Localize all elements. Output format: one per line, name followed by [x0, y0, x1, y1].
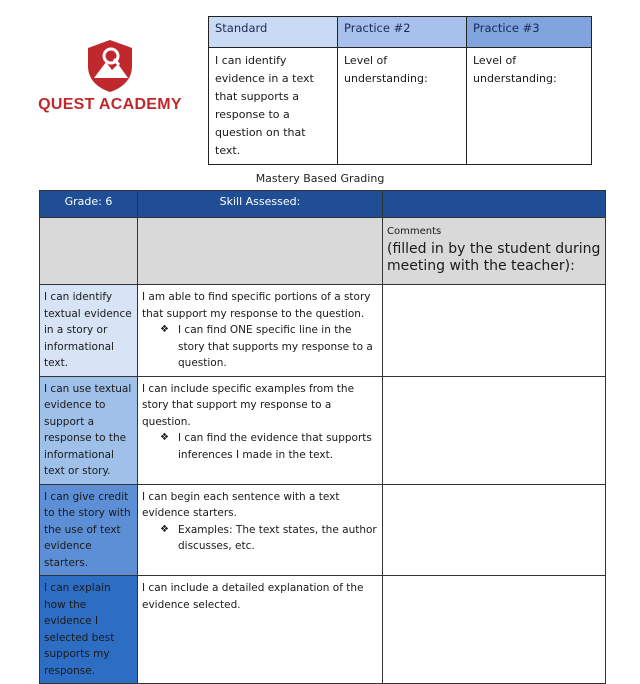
comment-entry-cell[interactable] [383, 376, 606, 484]
skill-text: I can include specific examples from the story that support my response to a question. [142, 382, 355, 428]
skill-sub-list [142, 522, 378, 555]
comments-note: (filled in by the student during meeting with the teacher): [387, 240, 601, 274]
grading-title: Mastery Based Grading [255, 172, 385, 185]
skill-cell [138, 576, 383, 684]
skill-sub-item: ❖ I can find the evidence that supports inferences I made in the text. [178, 430, 378, 463]
practice-3-cell: Level of understanding: [467, 48, 592, 165]
skill-text: I can begin each sentence with a text evidence starters. [142, 490, 340, 519]
skill-sub-list [142, 322, 378, 372]
skill-sub-item: ❖ Examples: The text states, the author discusses, etc. [178, 522, 378, 555]
skill-cell [138, 285, 383, 377]
standards-header-row [209, 17, 592, 48]
comment-entry-cell[interactable] [383, 576, 606, 684]
comments-label-row [40, 218, 606, 285]
comments-header [383, 191, 606, 218]
table-row [40, 285, 606, 377]
table-row [40, 376, 606, 484]
standard-header: Standard [209, 17, 338, 48]
comments-cell[interactable] [383, 218, 606, 285]
skill-cell [138, 376, 383, 484]
standards-row [209, 48, 592, 165]
blank-cell [138, 218, 383, 285]
skill-text: I am able to find specific portions of a story that support my response to the question. [142, 291, 371, 320]
skill-sub-list [142, 430, 378, 463]
grade-header: Grade: 6 [40, 191, 138, 218]
skill-cell [138, 484, 383, 576]
skill-text: I can include a detailed explanation of the evidence selected. [142, 582, 364, 611]
skill-header: Skill Assessed: [138, 191, 383, 218]
table-row [40, 576, 606, 684]
level-cell: I can explain how the evidence I selected best supports my response. [40, 576, 138, 684]
logo-text: QUEST ACADEMY [38, 96, 182, 113]
shield-logo-icon [80, 38, 140, 94]
comments-label: Comments [387, 226, 442, 237]
standard-cell: I can identify evidence in a text that supports a response to a question on that text. [209, 48, 338, 165]
standards-table [208, 16, 592, 165]
level-cell: I can give credit to the story with the use of text evidence starters. [40, 484, 138, 576]
school-logo [30, 38, 190, 118]
grading-header-row [40, 191, 606, 218]
table-row [40, 484, 606, 576]
practice-3-header: Practice #3 [467, 17, 592, 48]
grading-table [39, 190, 606, 684]
practice-2-cell: Level of understanding: [338, 48, 467, 165]
level-cell: I can identify textual evidence in a story or informational text. [40, 285, 138, 377]
level-cell: I can use textual evidence to support a response to the informational text or story. [40, 376, 138, 484]
comment-entry-cell[interactable] [383, 285, 606, 377]
practice-2-header: Practice #2 [338, 17, 467, 48]
skill-sub-item: ❖ I can find ONE specific line in the story that supports my response to a question. [178, 322, 378, 372]
blank-cell [40, 218, 138, 285]
comment-entry-cell[interactable] [383, 484, 606, 576]
